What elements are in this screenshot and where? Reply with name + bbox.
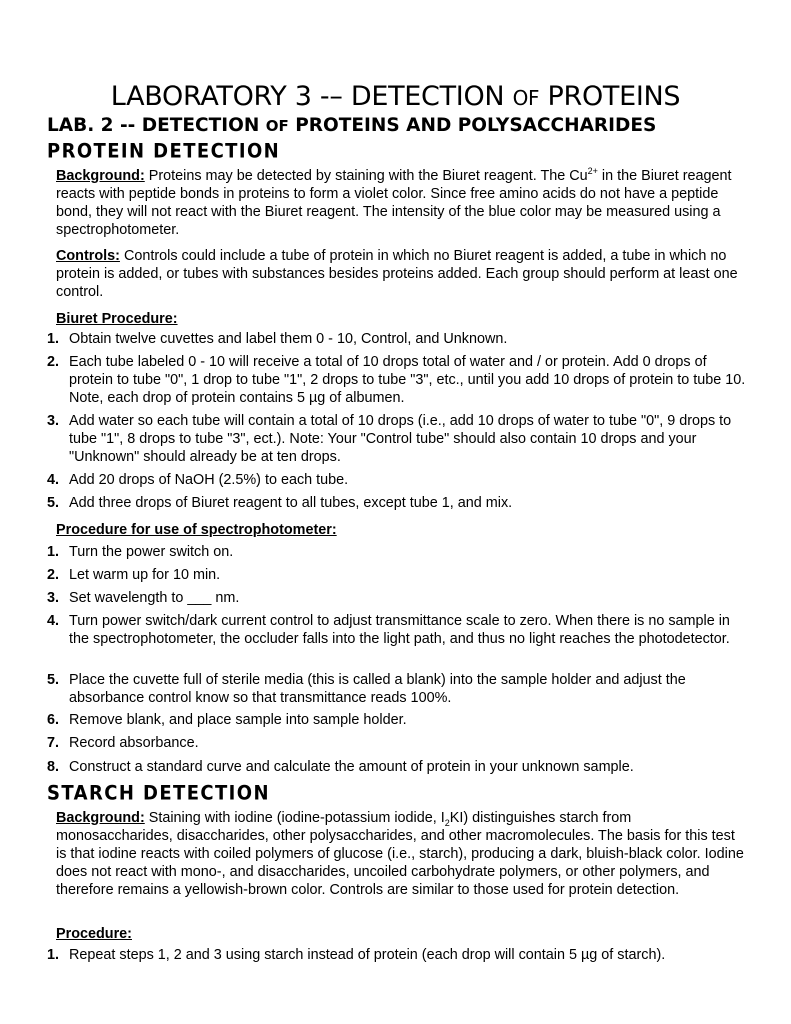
step-text: Construct a standard curve and calculate the amount of protein in your unknown sample.	[69, 759, 634, 775]
controls-paragraph	[56, 247, 746, 301]
step-number: 3.	[47, 590, 60, 606]
paragraph-text: in the Biuret reagent reacts with peptide bonds in proteins to form a violet color. Since free amino acids do not have a peptide bond, they will not react with the Biuret reagent. The intensity of the blue color may be measured using a spectrophotometer.	[56, 168, 732, 238]
starch-background-paragraph	[56, 809, 746, 899]
step-text: Turn the power switch on.	[69, 544, 234, 560]
list-item	[47, 589, 747, 607]
step-number: 7.	[47, 735, 60, 751]
subtitle-part: PROTEINS AND POLYSACCHARIDES	[288, 115, 657, 136]
list-item	[47, 671, 747, 707]
superscript: 2+	[587, 166, 598, 177]
background-label: Background:	[56, 810, 145, 826]
paragraph-text: Staining with iodine (iodine-potassium iodide, I	[144, 810, 445, 826]
step-text: Turn power switch/dark current control to adjust transmittance scale to zero. When there is no sample in the spectrophotometer, the occluder falls into the light path, and thus no light reaches the photodetector.	[69, 613, 730, 647]
list-item	[47, 711, 747, 729]
subtitle-part-small: OF	[265, 117, 289, 135]
list-item	[47, 758, 747, 776]
starch-procedure-heading: Procedure:	[56, 926, 132, 942]
subtitle-part: LAB. 2 -- DETECTION	[47, 115, 266, 136]
section-heading-protein: PROTEIN DETECTION	[47, 140, 281, 163]
list-item	[47, 330, 747, 348]
step-text: Obtain twelve cuvettes and label them 0 - 10, Control, and Unknown.	[69, 331, 508, 347]
step-text: Add water so each tube will contain a total of 10 drops (i.e., add 10 drops of water to tube "0", 9 drops to tube "1", 8 drops to tube "3", ect.). Note: Your "Control tube" should also contain 10 drops and your "Unknown" should already be at ten drops.	[69, 413, 732, 465]
list-item	[47, 946, 747, 964]
list-item	[47, 471, 747, 489]
step-number: 1.	[47, 947, 60, 963]
list-item	[47, 566, 747, 584]
list-item	[47, 353, 747, 407]
subscript: 2	[444, 817, 450, 828]
step-number: 8.	[47, 759, 60, 775]
step-number: 6.	[47, 712, 60, 728]
document-subtitle	[47, 114, 656, 138]
list-item	[47, 412, 747, 466]
list-item	[47, 543, 747, 561]
step-number: 2.	[47, 567, 60, 583]
step-text: Repeat steps 1, 2 and 3 using starch instead of protein (each drop will contain 5 µg of starch).	[69, 947, 666, 963]
background-label: Background:	[56, 168, 145, 184]
step-text: Place the cuvette full of sterile media (this is called a blank) into the sample holder and adjust the absorbance control know so that transmittance reads 100%.	[69, 672, 686, 706]
protein-background-paragraph	[56, 167, 746, 239]
step-number: 1.	[47, 331, 60, 347]
title-part: LABORATORY 3 -– DETECTION	[110, 81, 513, 112]
step-text: Set wavelength to ___ nm.	[69, 590, 240, 606]
controls-label: Controls:	[56, 248, 120, 264]
step-text: Add three drops of Biuret reagent to all tubes, except tube 1, and mix.	[69, 495, 513, 511]
paragraph-text: KI) distinguishes starch from monosaccharides, disaccharides, other polysaccharides, and other macromolecules. The basis for this test is that iodine reacts with coiled polymers of glucose (i.e., starch), producing a dark, bluish-black color. Iodine does not react with mono-, and disaccharides, uncoiled carbohydrate polymers, or other polymers, and therefore remains a yellowish-brown color. Controls are similar to those used for protein detection.	[56, 810, 744, 898]
list-item	[47, 612, 747, 648]
step-text: Add 20 drops of NaOH (2.5%) to each tube.	[69, 472, 349, 488]
step-text: Each tube labeled 0 - 10 will receive a total of 10 drops total of water and / or protein. Add 0 drops of protein to tube "0", 1 drop to tube "1", 2 drops to tube "3", etc., until you add 10 drops of protein to tube 10. Note, each drop of protein contains 5 µg of albumen.	[69, 354, 746, 406]
list-item	[47, 734, 747, 752]
step-text: Let warm up for 10 min.	[69, 567, 221, 583]
step-number: 4.	[47, 472, 60, 488]
list-item	[47, 494, 747, 512]
step-number: 5.	[47, 672, 60, 688]
spectrophotometer-procedure-heading: Procedure for use of spectrophotometer:	[56, 522, 337, 538]
document-title	[0, 80, 791, 115]
step-text: Record absorbance.	[69, 735, 199, 751]
step-number: 3.	[47, 413, 60, 429]
step-text: Remove blank, and place sample into sample holder.	[69, 712, 407, 728]
biuret-procedure-heading: Biuret Procedure:	[56, 311, 178, 327]
step-number: 4.	[47, 613, 60, 629]
section-heading-starch: STARCH DETECTION	[47, 782, 270, 805]
paragraph-text: Controls could include a tube of protein in which no Biuret reagent is added, a tube in which no protein is added, or tubes with substances besides proteins added. Each group should perform at least one control.	[56, 248, 738, 300]
paragraph-text: Proteins may be detected by staining with the Biuret reagent. The Cu	[144, 168, 588, 184]
step-number: 2.	[47, 354, 60, 370]
step-number: 1.	[47, 544, 60, 560]
title-part: PROTEINS	[539, 81, 681, 112]
step-number: 5.	[47, 495, 60, 511]
title-part-small: OF	[512, 86, 540, 110]
